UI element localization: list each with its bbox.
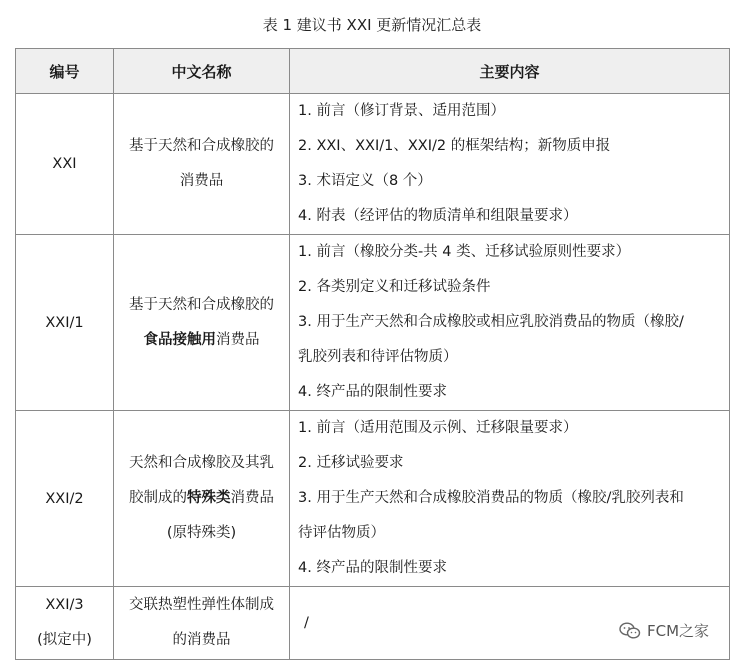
name-line: 基于天然和合成橡胶的: [129, 138, 274, 154]
watermark-text: FCM之家: [647, 622, 710, 640]
name-line: [120, 323, 283, 358]
content-item: 2. 迁移试验要求: [298, 455, 404, 471]
id-line: XXI/3: [45, 597, 84, 613]
table-row: [16, 94, 730, 235]
name-emphasis: 食品接触用: [143, 331, 216, 348]
content-item: 乳胶列表和待评估物质）: [298, 349, 458, 365]
name-emphasis: 特殊类: [187, 490, 231, 506]
table-row: [16, 235, 730, 411]
row-chinese-name: [114, 587, 290, 660]
name-prefix: 胶制成的: [129, 490, 187, 506]
name-line: 的消费品: [172, 632, 231, 648]
row-id: XXI/1: [16, 235, 114, 411]
name-line: 天然和合成橡胶及其乳: [129, 455, 274, 471]
name-line: 交联热塑性弹性体制成: [129, 597, 274, 613]
content-item: 1. 前言（修订背景、适用范围）: [298, 103, 505, 119]
content-item: 2. 各类别定义和迁移试验条件: [298, 279, 491, 295]
table-caption: 表 1 建议书 XXI 更新情况汇总表: [262, 16, 482, 34]
content-item: 4. 终产品的限制性要求: [298, 384, 447, 400]
content-item: 3. 术语定义（8 个）: [298, 173, 432, 189]
table-row: [16, 411, 730, 587]
row-id: XXI: [16, 94, 114, 235]
row-chinese-name: [114, 94, 290, 235]
name-line: 消费品: [179, 173, 224, 189]
content-item: 3. 用于生产天然和合成橡胶或相应乳胶消费品的物质（橡胶/: [298, 314, 684, 330]
watermark: [619, 620, 709, 641]
row-main-content: [290, 235, 730, 411]
name-line: (原特殊类): [166, 525, 237, 541]
header-id: 编号: [16, 49, 114, 94]
row-chinese-name: [114, 235, 290, 411]
content-item: 1. 前言（适用范围及示例、迁移限量要求）: [298, 420, 578, 436]
row-chinese-name: [114, 411, 290, 587]
name-suffix: 消费品: [216, 331, 260, 348]
content-item: 4. 附表（经评估的物质清单和组限量要求）: [298, 208, 578, 224]
content-item: 4. 终产品的限制性要求: [298, 560, 447, 576]
row-id: [16, 587, 114, 660]
row-id: XXI/2: [16, 411, 114, 587]
row-main-content: [290, 94, 730, 235]
header-main-content: 主要内容: [290, 49, 730, 94]
table-header-row: [16, 49, 730, 94]
row-main-content: [290, 411, 730, 587]
id-line: (拟定中): [37, 632, 92, 648]
update-summary-table: [15, 48, 730, 660]
name-line: [120, 481, 283, 516]
content-item: 1. 前言（橡胶分类-共 4 类、迁移试验原则性要求）: [298, 244, 631, 260]
header-chinese-name: 中文名称: [114, 49, 290, 94]
content-item: 待评估物质）: [298, 525, 385, 541]
name-line: 基于天然和合成橡胶的: [129, 296, 274, 313]
name-suffix: 消费品: [230, 490, 274, 506]
content-item: 3. 用于生产天然和合成橡胶消费品的物质（橡胶/乳胶列表和: [298, 490, 684, 506]
content-item: 2. XXI、XXI/1、XXI/2 的框架结构；新物质申报: [298, 138, 611, 154]
wechat-icon: [619, 622, 641, 640]
content-item: /: [304, 614, 309, 631]
